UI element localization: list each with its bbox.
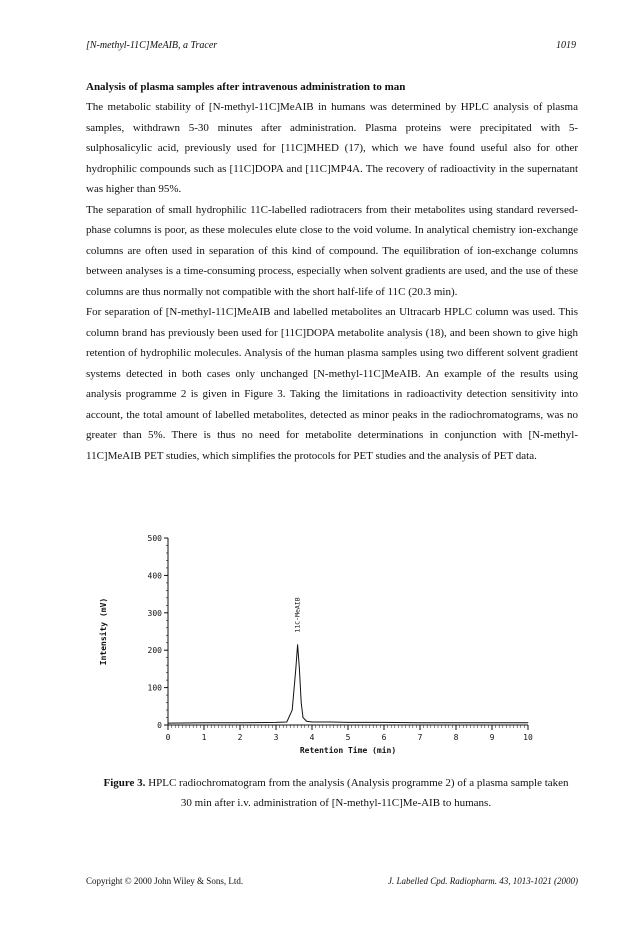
journal-citation: J. Labelled Cpd. Radiopharm. 43, 1013-1021 (2000): [388, 876, 578, 886]
y-tick-label: 400: [147, 571, 162, 581]
x-tick-label: 3: [273, 733, 279, 742]
trace-point: [292, 710, 293, 711]
y-tick-label: 500: [147, 534, 162, 543]
trace-point: [420, 722, 421, 723]
figure-caption: [100, 773, 572, 813]
trace-point: [456, 722, 457, 723]
trace-point: [301, 702, 302, 703]
x-tick-label: 2: [237, 733, 243, 742]
paragraph-3: For separation of [N-methyl-11C]MeAIB and labelled metabolites an Ultracarb HPLC column was used. This column brand has previously been used for [11C]DOPA metabolite analysis (18), and been shown to give high retention of hydrophilic molecules. Analysis of the human plasma samples using two different solvent gradient systems detected in both cases only unchanged [N-methyl-11C]MeAIB. An example of the results using analysis programme 2 is given in Figure 3. Taking the limitations in radioactivity detection sensitivity into account, the total amount of labelled metabolites, detected as minor peaks in the radiochromatograms, was no greater than 5%. There is thus no need for metabolite determinations in conjunction with [N-methyl-11C]MeAIB PET studies, which simplifies the protocols for PET studies and the analysis of PET data.: [86, 306, 578, 462]
x-tick-label: 1: [201, 733, 207, 742]
trace-point: [492, 722, 493, 723]
trace-point: [348, 722, 349, 723]
x-tick-label: 4: [309, 733, 315, 742]
chromatogram-trace: [168, 645, 528, 724]
running-head: [86, 40, 576, 56]
trace-point: [204, 722, 205, 723]
y-tick-label: 100: [147, 683, 162, 693]
trace-point: [297, 644, 298, 645]
trace-point: [303, 717, 304, 718]
trace-point: [330, 722, 331, 723]
trace-point: [168, 723, 169, 724]
copyright-notice: Copyright © 2000 John Wiley & Sons, Ltd.: [86, 876, 244, 886]
trace-point: [276, 722, 277, 723]
running-title: [N-methyl-11C]MeAIB, a Tracer: [86, 40, 218, 51]
trace-point: [384, 722, 385, 723]
body-text: [86, 97, 578, 466]
trace-point: [299, 669, 300, 670]
y-tick-label: 0: [157, 721, 162, 730]
trace-point: [306, 721, 307, 722]
page-number: 1019: [556, 40, 576, 51]
x-axis-label: Retention Time (min): [299, 746, 397, 755]
paragraph-2: The separation of small hydrophilic 11C-labelled radiotracers from their metabolites using standard reversed-phase columns is poor, as these molecules elute close to the void volume. In analytical chemistry ion-exchange columns are often used in separation of this kind of compound. The equilibration of ion-exchange columns between analyses is a time-consuming process, especially when solvent gradients are used, and the use of these columns are thus normally not compatible with the short half-life of 11C (20.3 min).: [86, 203, 578, 298]
x-tick-label: 8: [453, 733, 459, 742]
trace-point: [528, 722, 529, 723]
peak-label: 11C-MeAIB: [293, 597, 302, 633]
figure-label: Figure 3.: [103, 777, 146, 789]
y-tick-label: 200: [147, 646, 162, 656]
trace-point: [312, 722, 313, 723]
y-tick-label: 300: [147, 608, 162, 618]
x-tick-label: 7: [417, 733, 423, 742]
caption-text: HPLC radiochromatogram from the analysis (Analysis programme 2) of a plasma sample taken 30 min after i.v. administration of [N-methyl-11C]Me-AIB to humans.: [148, 777, 569, 809]
trace-point: [286, 722, 287, 723]
paragraph-1: The metabolic stability of [N-methyl-11C]MeAIB in humans was determined by HPLC analysis of plasma samples, withdrawn 5-30 minutes after administration. Plasma proteins were precipitated with 5-sulphosalicylic acid, previously used for [11C]MHED (17), which we have found useful also for other hydrophilic compounds such as [11C]DOPA and [11C]MP4A. The recovery of radioactivity in the supernatant was higher than 95%.: [86, 101, 578, 195]
x-tick-label: 6: [381, 733, 387, 742]
x-tick-label: 10: [523, 733, 533, 742]
x-tick-label: 0: [165, 733, 171, 742]
section-heading: Analysis of plasma samples after intravenous administration to man: [86, 81, 406, 93]
y-axis-label: Intensity (mV): [99, 597, 108, 666]
radiochromatogram-chart: [88, 530, 548, 755]
trace-point: [295, 669, 296, 670]
x-tick-label: 9: [489, 733, 495, 742]
trace-point: [240, 722, 241, 723]
x-tick-label: 5: [345, 733, 351, 742]
